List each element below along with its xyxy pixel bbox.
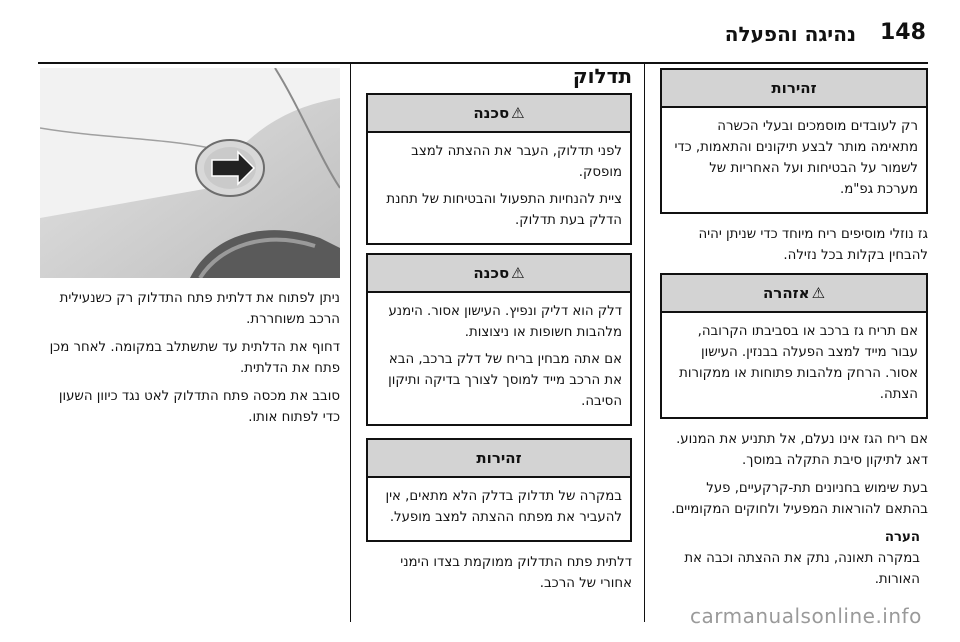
danger-text: ציית להנחיות התפעול והבטיחות של תחנת הדלק בעת תדלוק. [386,192,622,228]
watermark: carmanualsonline.info [690,604,922,628]
warning-text: אם תריח גז ברכב או בסביבתו הקרובה, עבור מייד למצב הפעלה בבנזין. העישון אסור. הרחק מלהבות פתוחות או ממקורות הצתה. [679,324,918,402]
caution-title: זהירות [662,70,926,108]
paragraph: בעת שימוש בחניונים תת-קרקעיים, פעל בהתאם להוראות המפעיל ולחוקים המקומיים. [671,481,928,517]
caution-text: רק לעובדים מוסמכים ובעלי הכשרה מתאימה מותר לבצע תיקונים והתאמות, כדי לשמור על הבטיחות ועל האחריות של מערכת גפ"מ. [674,119,918,197]
note-text: במקרה תאונה, נתק את ההצתה וכבה את האורות. [684,551,920,587]
header-rule [38,62,928,64]
page-number: 148 [880,20,926,45]
warning-header [662,275,926,313]
danger-title: סכנה [473,264,510,282]
column-divider-left [350,62,351,622]
danger-text: לפני תדלוק, העבר את ההצתה למצב מופסק. [411,144,622,180]
fuel-flap-photo [40,68,340,278]
danger-title: סכנה [473,104,510,122]
warning-title: אזהרה [762,284,810,302]
column-divider-right [644,62,645,622]
left-column [40,288,340,435]
warning-triangle-icon: ⚠ [511,264,525,282]
chapter-title: נהיגה והפעלה [724,22,856,46]
page-header [0,0,960,60]
caution-box [366,438,632,542]
caution-title: זהירות [368,440,630,478]
caution-text: במקרה של תדלוק בדלק הלא מתאים, אין להעביר את מפתח ההצתה למצב מופעל. [385,489,622,525]
danger-text: דלק הוא דליק ונפיץ. העישון אסור. הימנע מלהבות חשופות או ניצוצות. [388,304,622,340]
middle-column [366,66,632,601]
danger-header [368,95,630,133]
paragraph: גז נוזלי מוסיפים ריח מיוחד כדי שניתן יהיה להבחין בקלות בכל נזילה. [698,227,928,263]
paragraph: אם ריח הגז אינו נעלם, אל תתניע את המנוע. דאג לתיקון סיבת התקלה במוסך. [676,432,928,468]
section-heading: תדלוק [572,64,632,88]
paragraph: דלתית פתח התדלוק ממוקמת בצדו הימני אחורי של הרכב. [400,555,632,591]
danger-header [368,255,630,293]
note-label: הערה [884,530,920,545]
paragraph: ניתן לפתוח את דלתית פתח התדלוק רק כשנעילית הרכב משוחררת. [59,291,340,327]
danger-box-2 [366,253,632,426]
right-column [660,68,928,597]
paragraph: דחוף את הדלתית עד שתשתלב במקומה. לאחר מכן פתח את הדלתית. [49,340,340,376]
paragraph: סובב את מכסה פתח התדלוק לאט נגד כיוון השעון כדי לפתוח אותו. [58,389,340,425]
warning-triangle-icon: ⚠ [511,104,525,122]
warning-box [660,273,928,419]
danger-box-1 [366,93,632,245]
danger-text: אם אתה מבחין בריח של דלק ברכב, הבא את הרכב מייד למוסך לצורך בדיקה ותיקון הסיבה. [388,352,622,409]
caution-box [660,68,928,214]
warning-triangle-icon: ⚠ [811,284,826,302]
fuel-flap-illustration [40,68,340,278]
